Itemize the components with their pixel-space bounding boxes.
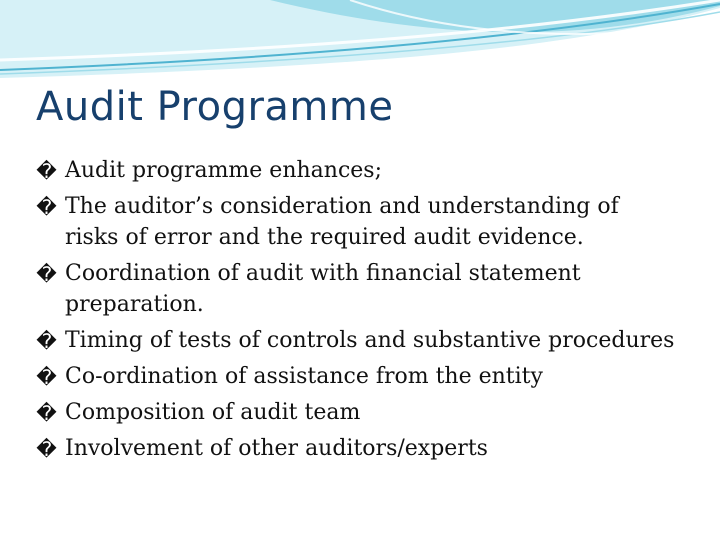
bullet-item bbox=[36, 191, 676, 253]
bullet-item bbox=[36, 433, 676, 464]
bullet-item bbox=[36, 397, 676, 428]
bullet-text: Coordination of audit with financial statement preparation. bbox=[65, 261, 581, 317]
bullet-text: Involvement of other auditors/experts bbox=[65, 436, 488, 461]
replacement-character-icon: � bbox=[36, 437, 57, 461]
bullet-text: Timing of tests of controls and substantive procedures bbox=[65, 328, 675, 353]
bullet-item bbox=[36, 325, 676, 356]
bullet-item bbox=[36, 361, 676, 392]
replacement-character-icon: � bbox=[36, 195, 57, 219]
decorative-wave-header bbox=[0, 0, 720, 90]
bullet-list bbox=[36, 155, 676, 469]
bullet-text: Co-ordination of assistance from the entity bbox=[65, 364, 543, 389]
slide-title: Audit Programme bbox=[36, 84, 394, 130]
replacement-character-icon: � bbox=[36, 401, 57, 425]
bullet-item bbox=[36, 155, 676, 186]
bullet-text: Composition of audit team bbox=[65, 400, 361, 425]
bullet-text: The auditor’s consideration and understanding of risks of error and the required audit evidence. bbox=[65, 194, 619, 250]
replacement-character-icon: � bbox=[36, 365, 57, 389]
replacement-character-icon: � bbox=[36, 262, 57, 286]
replacement-character-icon: � bbox=[36, 159, 57, 183]
bullet-text: Audit programme enhances; bbox=[65, 158, 382, 183]
replacement-character-icon: � bbox=[36, 329, 57, 353]
bullet-item bbox=[36, 258, 676, 320]
